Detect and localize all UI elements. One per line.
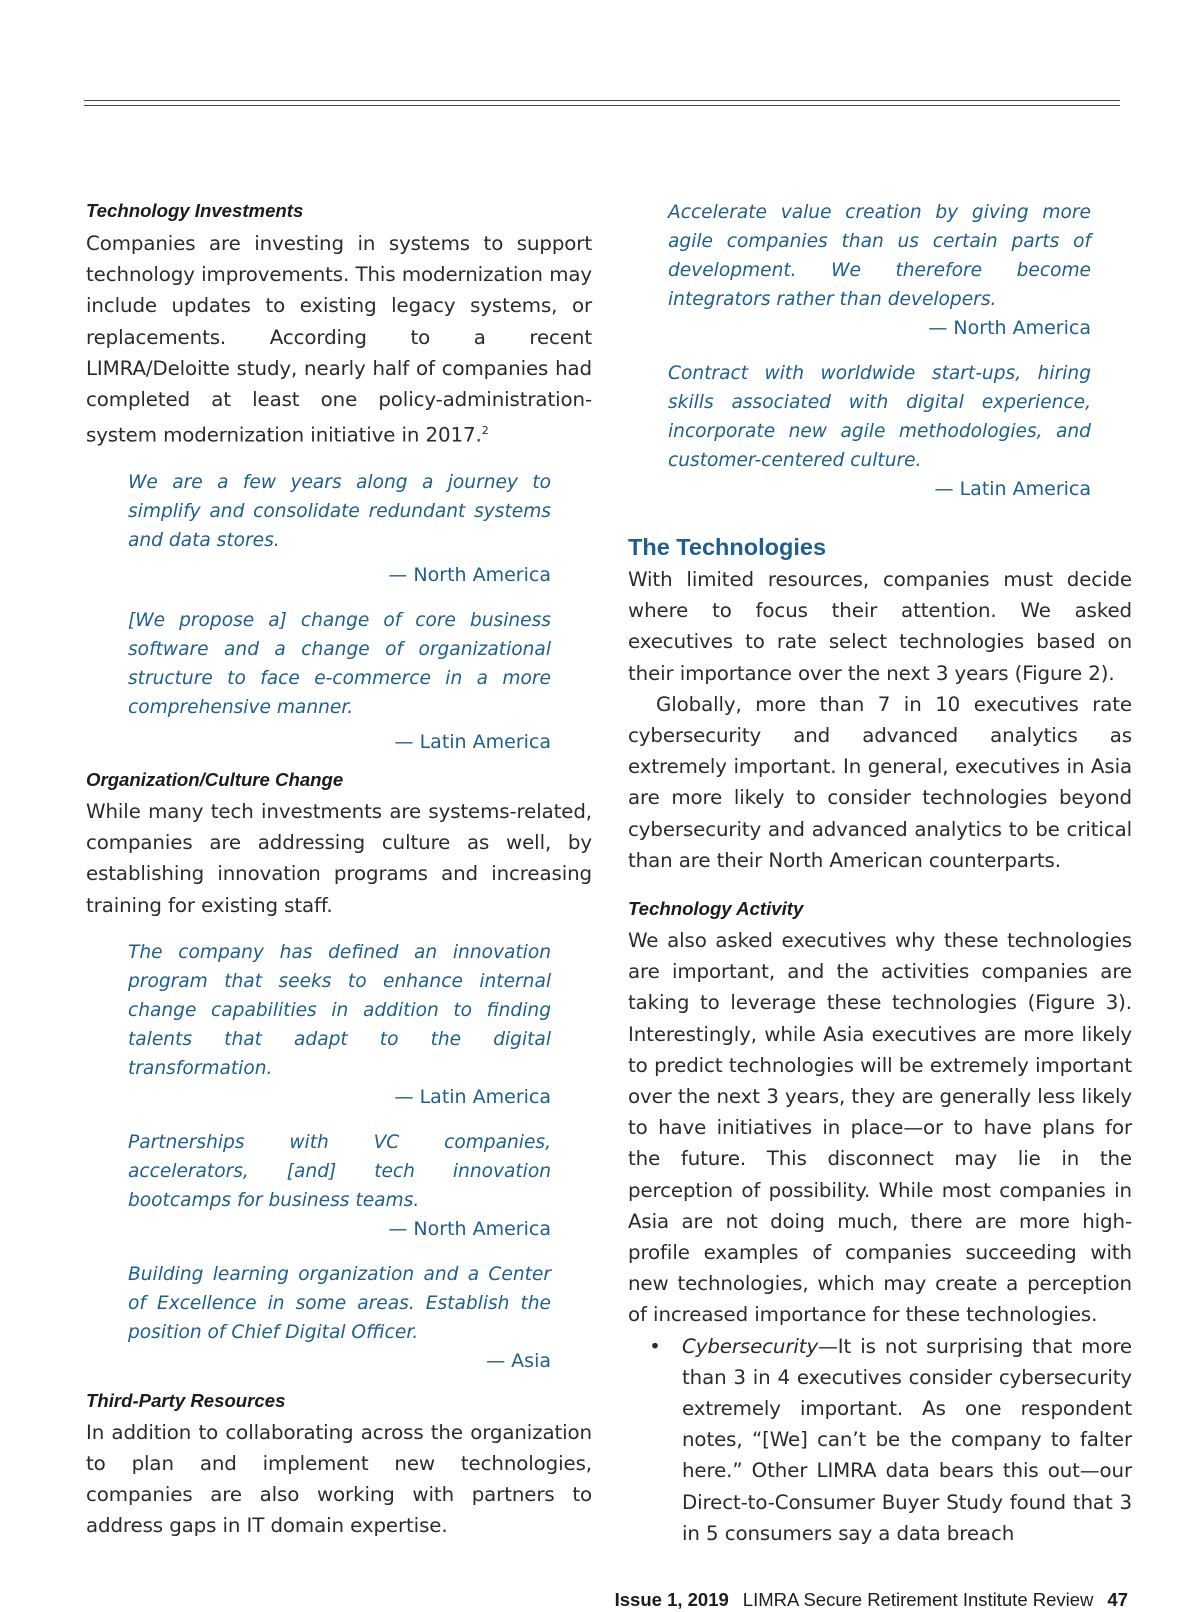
quote-block xyxy=(128,1128,551,1244)
quote-text: Contract with worldwide start-ups, hiring skills associated with digital experience, incorporate new agile methodologies, and customer-centered culture. xyxy=(668,363,1091,471)
quote-block xyxy=(128,938,551,1112)
paragraph-technologies-intro: With limited resources, companies must decide where to focus their attention. We asked executives to rate select technologies based on their importance over the next 3 years (Figure 2). xyxy=(628,568,1132,685)
bullet-body: —It is not surprising that more than 3 in 4 executives consider cybersecurity extremely important. As one respondent notes, “[We] can’t be the company to falter here.” Other LIMRA data bears this out—our Direct-to-Consumer Buyer Study found that 3 in 5 consumers say a data breach xyxy=(682,1334,1132,1545)
quote-text: Accelerate value creation by giving more agile companies than us certain parts of development. We therefore become integrators rather than developers. xyxy=(668,202,1091,310)
quote-attribution: — North America xyxy=(928,317,1091,339)
quote-attribution: — North America xyxy=(388,564,551,587)
quote-block xyxy=(668,359,1091,504)
quote-block xyxy=(128,1260,551,1376)
section-title-technology-activity: Technology Activity xyxy=(628,898,804,920)
quote-text: The company has defined an innovation program that seeks to enhance internal change capabilities in addition to finding talents that adapt to the digital transformation. xyxy=(128,941,551,1079)
paragraph-organization-culture: While many tech investments are systems-related, companies are addressing culture as well, by establishing innovation programs and increasing training for existing staff. xyxy=(86,800,592,917)
quote-text: Building learning organization and a Center of Excellence in some areas. Establish the position of Chief Digital Officer. xyxy=(128,1263,551,1343)
quote-text: [We propose a] change of core business software and a change of organizational structure to face e-commerce in a more comprehensive manner. xyxy=(128,610,551,719)
bullet-term: Cybersecurity xyxy=(682,1334,819,1358)
quote-text: Partnerships with VC companies, accelerators, [and] tech innovation bootcamps for business teams. xyxy=(128,1131,551,1211)
quote-text: We are a few years along a journey to simplify and consolidate redundant systems and data stores. xyxy=(128,472,551,552)
paragraph-third-party: In addition to collaborating across the organization to plan and implement new technologies, companies are also working with partners to address gaps in IT domain expertise. xyxy=(86,1420,592,1538)
quote-attribution: — North America xyxy=(388,1217,551,1240)
header-rule-bottom xyxy=(84,105,1120,106)
bullet-item-cybersecurity xyxy=(628,1331,1132,1549)
section-title-technology-investments: Technology Investments xyxy=(86,200,304,221)
quote-attribution: — Asia xyxy=(486,1349,551,1372)
quote-attribution: — Latin America xyxy=(394,731,551,754)
left-column xyxy=(86,198,592,1542)
paragraph-technologies-global: Globally, more than 7 in 10 executives rate cybersecurity and advanced analytics as extremely important. In general, executives in Asia are more likely to consider technologies beyond cybersecurity and advanced analytics to be critical than are their North American counterparts. xyxy=(628,692,1132,872)
quote-attribution: — Latin America xyxy=(394,1085,551,1108)
page-footer xyxy=(615,1588,1128,1612)
quote-block xyxy=(128,606,551,757)
quote-attribution: — Latin America xyxy=(934,478,1091,500)
paragraph-technology-activity: We also asked executives why these technologies are important, and the activities companies are taking to leverage these technologies (Figure 3). Interestingly, while Asia executives are more likely to predict technologies will be extremely important over the next 3 years, they are generally less likely to have initiatives in place—or to have plans for the future. This disconnect may lie in the perception of possibility. While most companies in Asia are not doing much, there are more high-profile examples of companies succeeding with new technologies, which may create a perception of increased importance for these technologies. xyxy=(628,929,1132,1327)
paragraph-technology-investments xyxy=(86,228,592,451)
bullet-marker: • xyxy=(649,1334,661,1358)
section-heading-technologies: The Technologies xyxy=(628,534,827,560)
header-rule-top xyxy=(84,100,1120,101)
footer-page-number: 47 xyxy=(1107,1589,1128,1610)
footer-issue: Issue 1, 2019 xyxy=(614,1589,729,1610)
footer-publication: LIMRA Secure Retirement Institute Review xyxy=(742,1589,1094,1610)
footnote-marker: 2 xyxy=(481,424,489,438)
paragraph-text: Companies are investing in systems to support technology improvements. This modernization may include updates to existing legacy systems, or replacements. According to a recent LIMRA/Deloitte study, nearly half of companies had completed at least one policy-administration-system modernization initiative in 2017. xyxy=(86,232,592,447)
quote-block xyxy=(128,468,551,590)
quote-block xyxy=(668,198,1091,343)
section-title-third-party: Third-Party Resources xyxy=(86,1389,286,1411)
section-title-organization-culture: Organization/Culture Change xyxy=(86,769,344,791)
bullet-text xyxy=(682,1331,1132,1549)
right-column xyxy=(628,198,1132,1549)
